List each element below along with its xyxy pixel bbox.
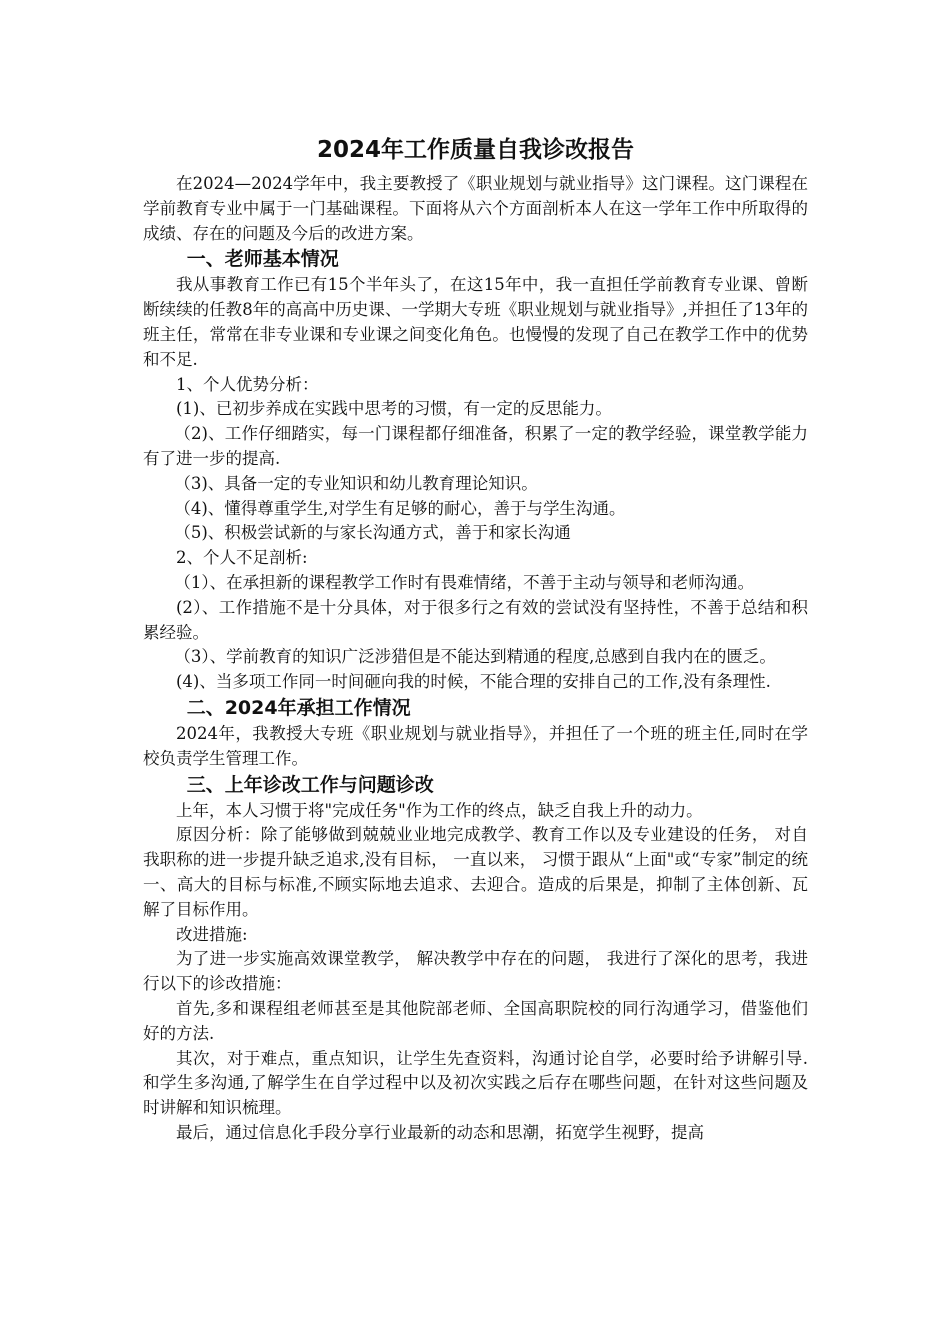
list-item: (2）、工作措施不是十分具体，对于很多行之有效的尝试没有坚持性，不善于总结和积累经验。 <box>143 597 808 642</box>
weakness-title: 2、个人不足剖析: <box>176 548 308 568</box>
list-item: （4)、懂得尊重学生,对学生有足够的耐心，善于与学生沟通。 <box>174 498 626 518</box>
document-page <box>143 130 808 1146</box>
section-heading-2: 二、2024年承担工作情况 <box>186 696 411 719</box>
list-item: （5)、积极尝试新的与家长沟通方式，善于和家长沟通 <box>174 523 571 543</box>
list-item: （3）、学前教育的知识广泛涉猎但是不能达到精通的程度,总感到自我内在的匮乏。 <box>174 647 776 667</box>
paragraph: 上年，本人习惯于将"完成任务"作为工作的终点，缺乏自我上升的动力。 <box>176 800 703 820</box>
list-item: (4)、当多项工作同一时间砸向我的时候，不能合理的安排自己的工作,没有条理性. <box>176 672 771 692</box>
paragraph: 为了进一步实施高效课堂教学， 解决教学中存在的问题， 我进行了深化的思考，我进行以下的诊改措施： <box>143 949 808 994</box>
list-item: （1）、在承担新的课程教学工作时有畏难情绪，不善于主动与领导和老师沟通。 <box>174 572 755 592</box>
paragraph: 最后，通过信息化手段分享行业最新的动态和思潮，拓宽学生视野，提高 <box>176 1122 704 1142</box>
strengths-title: 1、个人优势分析： <box>176 374 319 394</box>
paragraph: 2024年，我教授大专班《职业规划与就业指导》，并担任了一个班的班主任,同时在学校负责学生管理工作。 <box>143 723 808 768</box>
section-heading-1: 一、老师基本情况 <box>186 248 339 271</box>
document-title: 2024年工作质量自我诊改报告 <box>316 137 634 163</box>
paragraph: 首先,多和课程组老师甚至是其他院部老师、全国高职院校的同行沟通学习，借鉴他们好的方法. <box>143 998 808 1043</box>
section-heading-3: 三、上年诊改工作与问题诊改 <box>186 773 434 796</box>
intro-paragraph: 在2024—2024学年中，我主要教授了《职业规划与就业指导》这门课程。这门课程在学前教育专业中属于一门基础课程。下面将从六个方面剖析本人在这一学年工作中所取得的成绩、存在的问题及今后的改进方案。 <box>143 174 808 243</box>
list-item: （3)、具备一定的专业知识和幼儿教育理论知识。 <box>174 473 538 493</box>
list-item: （2)、工作仔细踏实，每一门课程都仔细准备，积累了一定的教学经验，课堂教学能力有了进一步的提高. <box>143 424 808 468</box>
paragraph: 其次，对于难点，重点知识，让学生先查资料，沟通讨论自学，必要时给予讲解引导.和学生多沟通,了解学生在自学过程中以及初次实践之后存在哪些问题，在针对这些问题及时讲解和知识梳理。 <box>143 1048 808 1118</box>
paragraph: 我从事教育工作已有15个半年头了，在这15年中，我一直担任学前教育专业课、曾断断续续的任教8年的高高中历史课、一学期大专班《职业规划与就业指导》,并担任了13年的班主任，常常在非专业课和专业课之间变化角色。也慢慢的发现了自己在教学工作中的优势和不足. <box>143 275 808 369</box>
list-item: (1)、已初步养成在实践中思考的习惯，有一定的反思能力。 <box>176 399 612 419</box>
paragraph: 改进措施: <box>176 924 248 944</box>
paragraph: 原因分析：除了能够做到兢兢业业地完成教学、教育工作以及专业建设的任务， 对自我职称的进一步提升缺乏追求,没有目标， 一直以来， 习惯于跟从“上面"或“专家”制定的统一、高大的目标与标准,不顾实际地去追求、去迎合。造成的后果是，抑制了主体创新、瓦解了目标作用。 <box>143 825 808 919</box>
